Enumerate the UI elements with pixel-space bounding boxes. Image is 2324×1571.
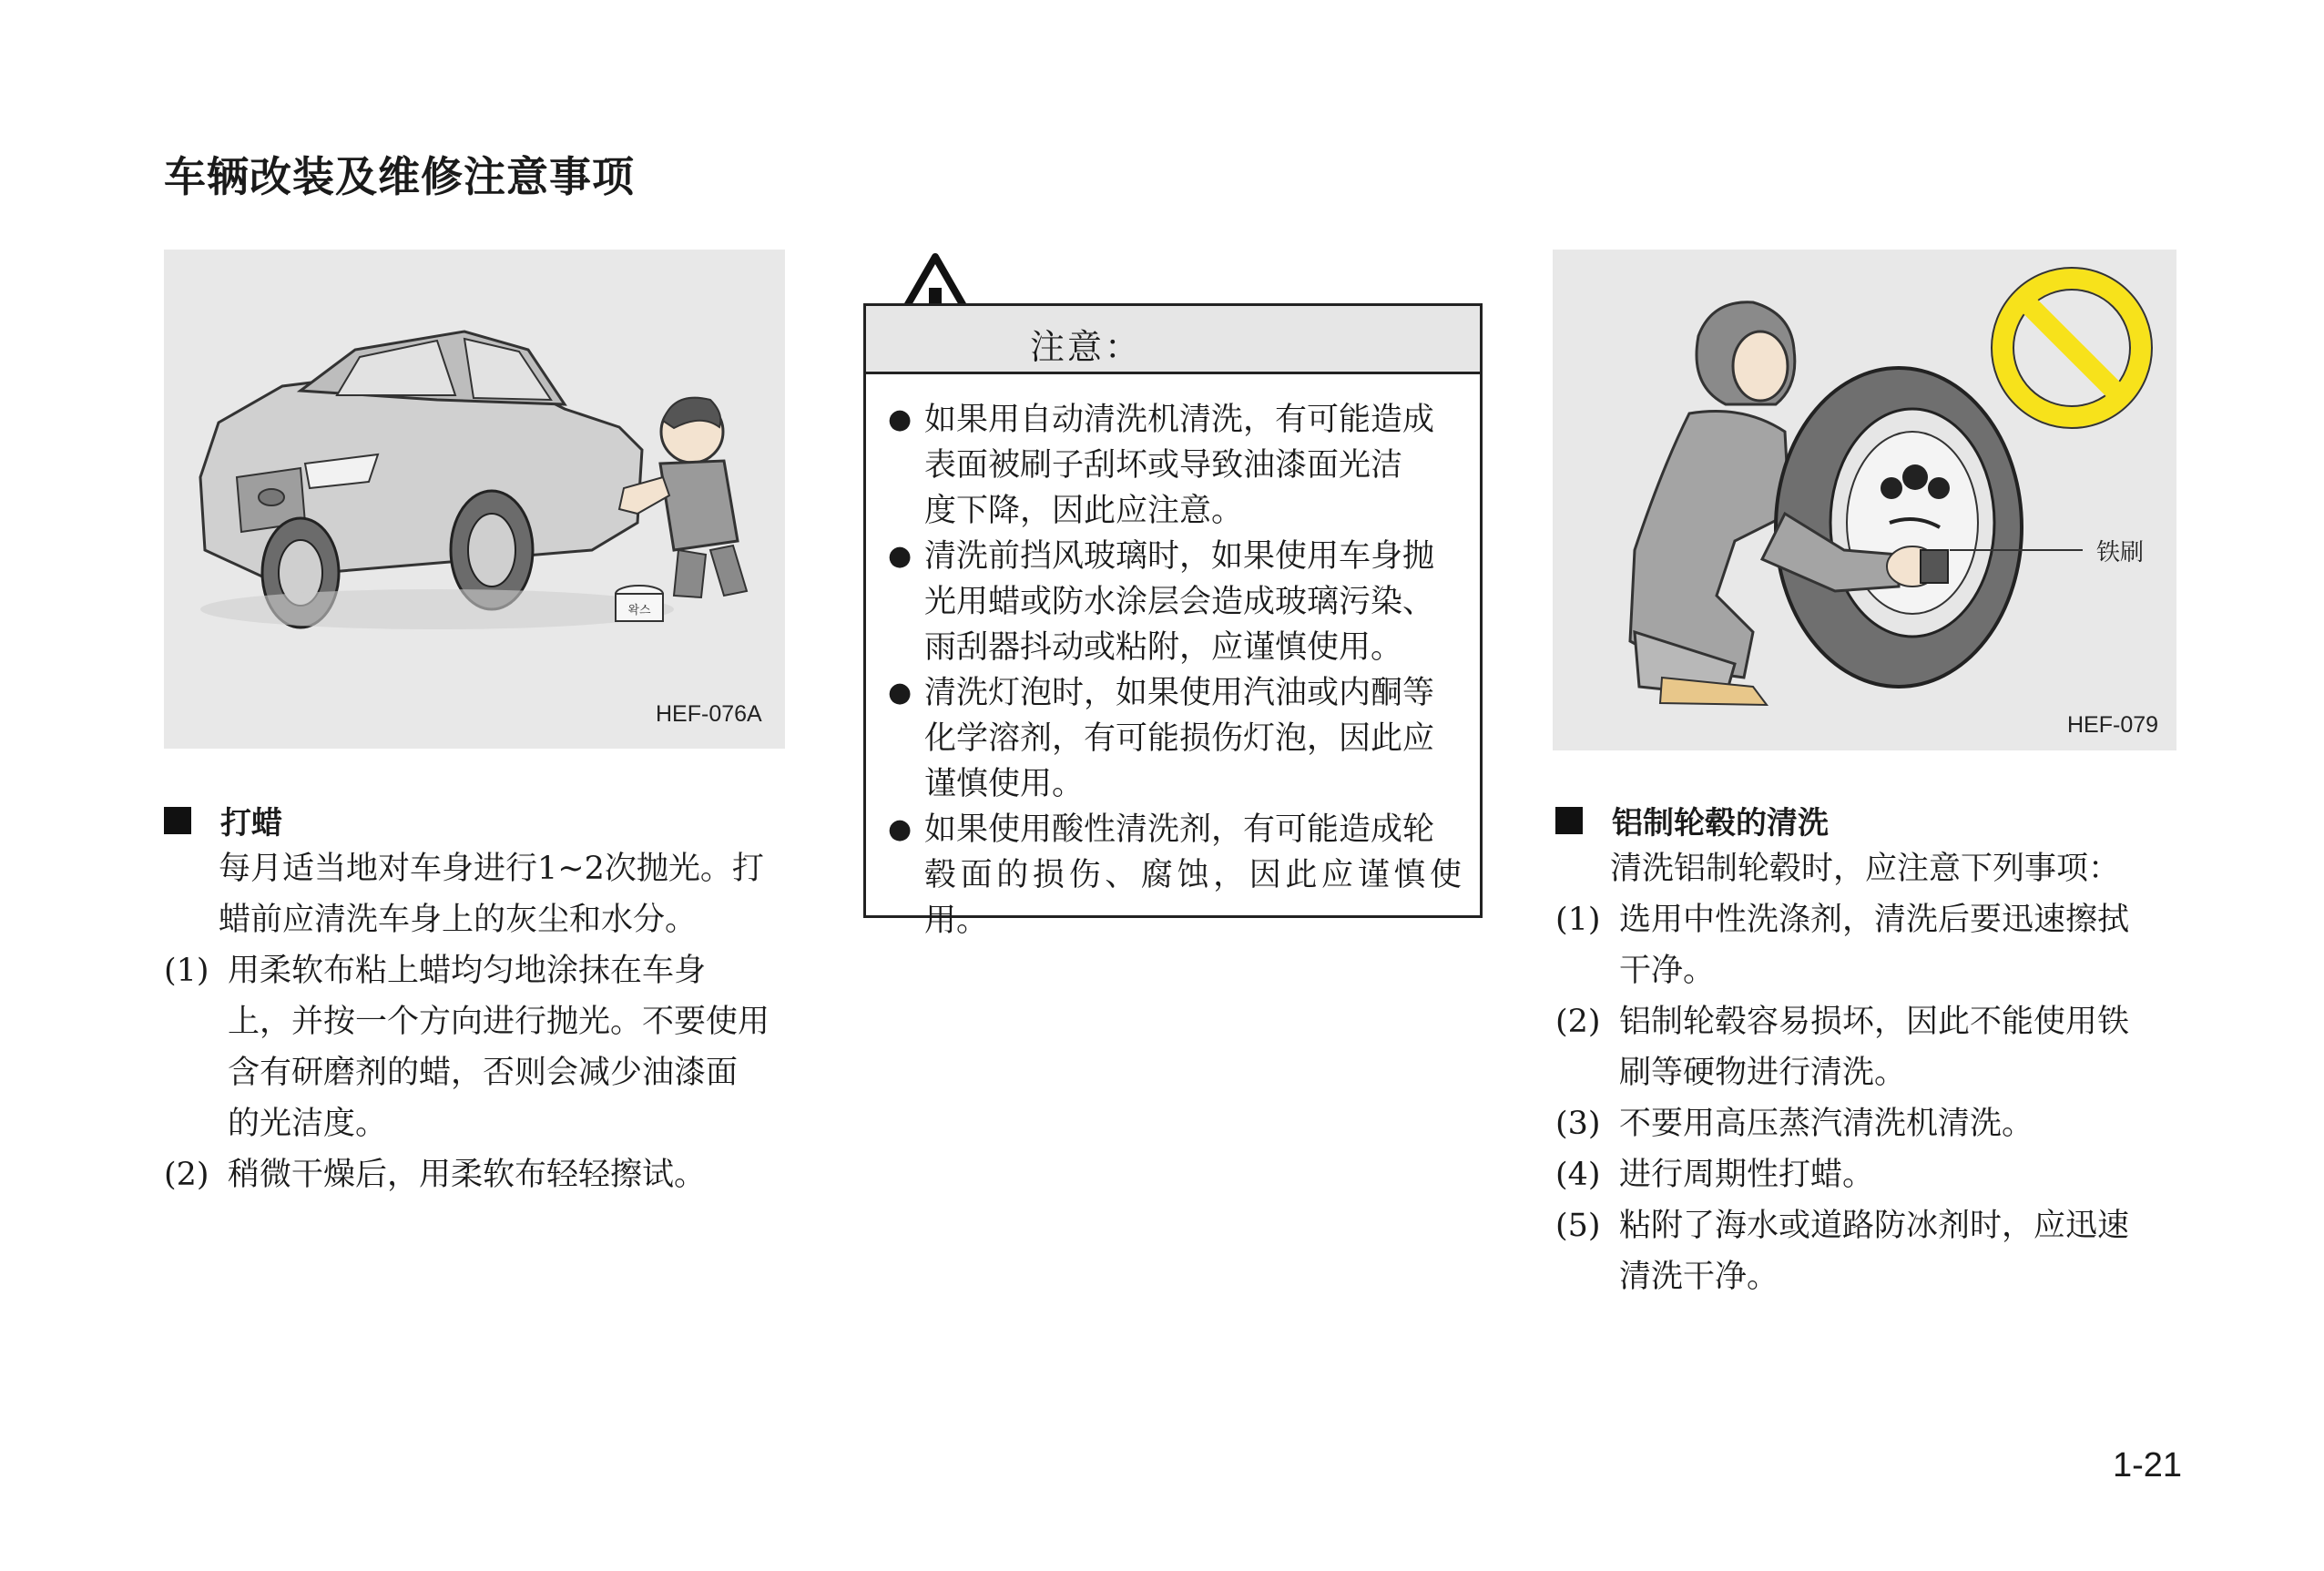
waxing-body xyxy=(164,843,792,1200)
figure-callout-label: 铁刷 xyxy=(2096,539,2145,566)
item-line: 清洗干净。 xyxy=(1619,1259,1779,1295)
item-line: 上，并按一个方向进行抛光。不要使用 xyxy=(228,1004,770,1040)
square-bullet-icon xyxy=(1555,807,1583,834)
caution-line: 如果用自动清洗机清洗，有可能造成 xyxy=(924,402,1435,438)
wheel-item xyxy=(1555,1098,2184,1149)
caution-line: 谨慎使用。 xyxy=(924,766,1085,802)
section-heading-wheel-cleaning xyxy=(1555,798,1829,842)
item-number: (2) xyxy=(1555,1004,1601,1040)
wheel-item xyxy=(1555,1149,2184,1200)
caution-line: 表面被刷子刮坏或导致油漆面光洁 xyxy=(924,447,1403,484)
page-number: 1-21 xyxy=(2113,1446,2183,1484)
item-number: (1) xyxy=(164,953,209,989)
waxing-item xyxy=(164,1149,792,1200)
item-number: (3) xyxy=(1555,1106,1601,1142)
caution-line: 毂面的损伤、腐蚀，因此应谨慎使用。 xyxy=(924,857,1462,939)
item-number: (4) xyxy=(1555,1157,1601,1193)
caution-line: 度下降，因此应注意。 xyxy=(924,493,1244,529)
item-line: 选用中性洗涤剂，清洗后要迅速擦拭 xyxy=(1619,902,2130,938)
caution-item xyxy=(888,670,1462,807)
item-number: (2) xyxy=(164,1157,209,1193)
caution-item xyxy=(888,807,1462,944)
item-line: 刷等硬物进行清洗。 xyxy=(1619,1055,1907,1091)
section-heading-waxing-text: 打蜡 xyxy=(220,805,282,842)
figure-wheel-cleaning xyxy=(1553,250,2176,750)
caution-line: 如果使用酸性清洗剂，有可能造成轮 xyxy=(924,811,1435,848)
section-heading-waxing xyxy=(164,798,282,842)
figure-code-right: HEF-079 xyxy=(2067,712,2159,738)
caution-item xyxy=(888,534,1462,670)
caution-line: 光用蜡或防水涂层会造成玻璃污染、 xyxy=(924,584,1435,620)
wheel-item xyxy=(1555,1200,2184,1302)
wheel-item xyxy=(1555,996,2184,1098)
item-line: 稍微干燥后，用柔软布轻轻擦试。 xyxy=(228,1157,707,1193)
wheel-item xyxy=(1555,894,2184,996)
caution-line: 化学溶剂，有可能损伤灯泡，因此应 xyxy=(924,720,1435,757)
waxing-intro-line: 蜡前应清洗车身上的灰尘和水分。 xyxy=(219,902,698,938)
bullet-icon: ● xyxy=(888,677,912,709)
caution-line: 清洗灯泡时，如果使用汽油或内酮等 xyxy=(924,675,1435,711)
item-line: 的光洁度。 xyxy=(228,1106,388,1142)
waxing-intro xyxy=(164,843,792,945)
figure-code-left: HEF-076A xyxy=(656,701,762,727)
caution-header xyxy=(866,306,1480,374)
section-heading-wheel-text: 铝制轮毂的清洗 xyxy=(1612,805,1829,842)
item-line: 粘附了海水或道路防冰剂时，应迅速 xyxy=(1619,1208,2130,1244)
bullet-icon: ● xyxy=(888,403,912,435)
item-number: (1) xyxy=(1555,902,1601,938)
bullet-icon: ● xyxy=(888,813,912,845)
caution-box xyxy=(863,303,1483,939)
caution-title: 注意： xyxy=(1030,327,1143,367)
car-waxing-illustration xyxy=(164,250,785,749)
caution-list xyxy=(866,397,1480,944)
waxing-item xyxy=(164,945,792,1149)
square-bullet-icon xyxy=(164,807,191,834)
wheel-intro: 清洗铝制轮毂时，应注意下列事项： xyxy=(1610,851,2121,887)
wheel-cleaning-body xyxy=(1555,843,2184,1302)
waxing-intro-line: 每月适当地对车身进行1~2次抛光。打 xyxy=(219,851,764,887)
caution-line: 清洗前挡风玻璃时，如果使用车身抛 xyxy=(924,538,1435,575)
item-line: 不要用高压蒸汽清洗机清洗。 xyxy=(1619,1106,2034,1142)
item-line: 铝制轮毂容易损坏，因此不能使用铁 xyxy=(1619,1004,2130,1040)
item-number: (5) xyxy=(1555,1208,1601,1244)
wheel-cleaning-illustration xyxy=(1553,250,2176,750)
caution-item xyxy=(888,397,1462,534)
wax-can-label: 왁스 xyxy=(627,604,651,617)
figure-car-waxing xyxy=(164,250,785,749)
page-title: 车辆改装及维修注意事项 xyxy=(164,152,635,201)
item-line: 含有研磨剂的蜡，否则会减少油漆面 xyxy=(228,1055,739,1091)
bullet-icon: ● xyxy=(888,540,912,572)
item-line: 用柔软布粘上蜡均匀地涂抹在车身 xyxy=(228,953,707,989)
item-line: 干净。 xyxy=(1619,953,1716,989)
item-line: 进行周期性打蜡。 xyxy=(1619,1157,1875,1193)
caution-line: 雨刮器抖动或粘附，应谨慎使用。 xyxy=(924,629,1403,666)
